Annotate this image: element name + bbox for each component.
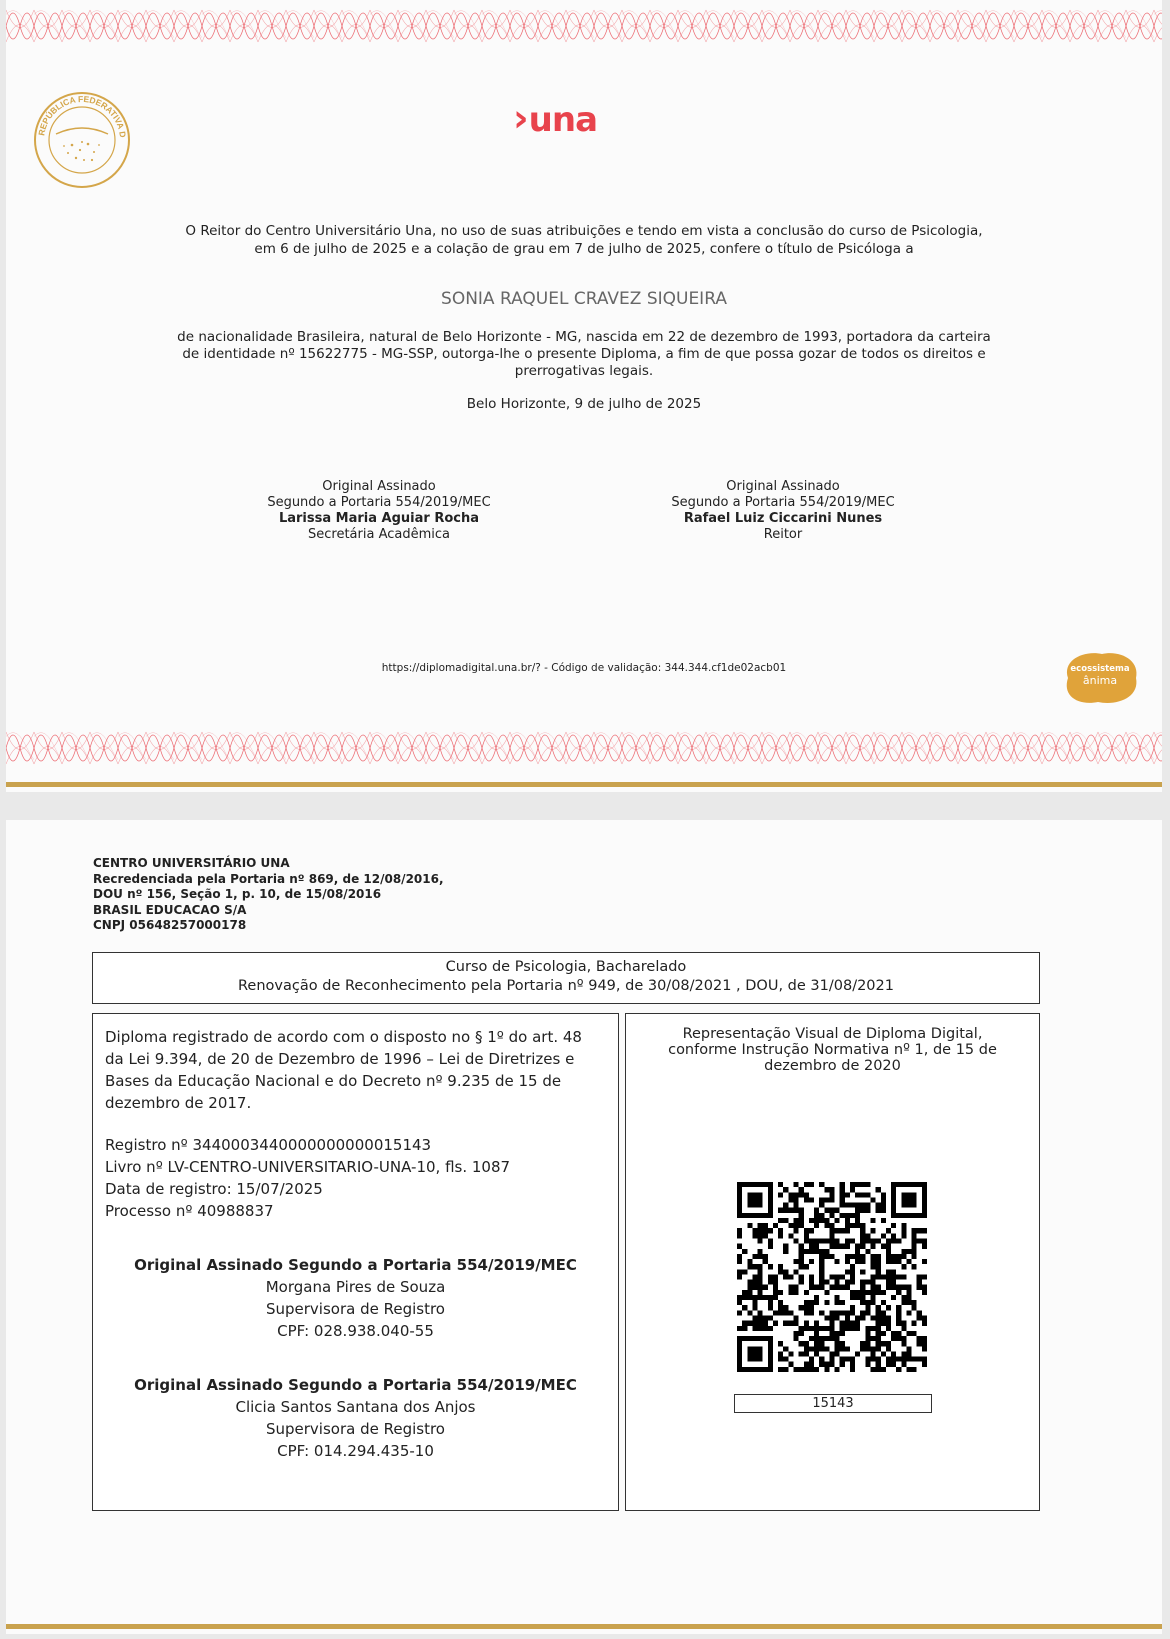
una-logo: ›una [513, 96, 598, 140]
signer-cpf: CPF: 014.294.435-10 [277, 1442, 434, 1460]
guilloche-top-border [6, 0, 1162, 58]
signer-role: Reitor [763, 527, 803, 542]
signature-line-2: Segundo a Portaria 554/2019/MEC [671, 495, 895, 510]
badge-line-1: ecossistema [1070, 664, 1130, 674]
registry-date: Data de registro: 15/07/2025 [105, 1180, 323, 1198]
qr-code[interactable] [737, 1182, 927, 1372]
signer-name: Morgana Pires de Souza [265, 1278, 446, 1296]
institution-name: CENTRO UNIVERSITÁRIO UNA [93, 856, 290, 870]
signature-line-1: Original Assinado [726, 479, 840, 494]
place-date: Belo Horizonte, 9 de julho de 2025 [466, 396, 702, 412]
institution-cnpj: CNPJ 05648257000178 [93, 918, 247, 932]
visual-rep-line: dezembro de 2020 [764, 1058, 901, 1074]
signature-line-1: Original Assinado [322, 479, 436, 494]
institution-header [93, 856, 444, 934]
intro-text [6, 222, 1162, 258]
badge-line-2: ânima [1082, 674, 1118, 687]
signer-role: Supervisora de Registro [265, 1420, 445, 1438]
brazil-seal [32, 90, 132, 190]
signature-rector [603, 479, 963, 543]
visual-representation-box [625, 1013, 1040, 1511]
legal-line: da Lei 9.394, de 20 de Dezembro de 1996 – Lei de Diretrizes e [105, 1050, 575, 1068]
registry-signer-2 [105, 1374, 606, 1462]
registry-book: Livro nº LV-CENTRO-UNIVERSITARIO-UNA-10, fls. 1087 [105, 1158, 511, 1176]
registry-signer-1 [105, 1254, 606, 1342]
signature-line-2: Segundo a Portaria 554/2019/MEC [267, 495, 491, 510]
gold-divider [6, 782, 1162, 787]
legal-line: Diploma registrado de acordo com o disposto no § 1º do art. 48 [105, 1028, 582, 1046]
signer-role: Supervisora de Registro [265, 1300, 445, 1318]
graduate-name: SONIA RAQUEL CRAVEZ SIQUEIRA [441, 289, 727, 309]
course-recognition: Renovação de Reconhecimento pela Portaria nº 949, de 30/08/2021 , DOU, de 31/08/2021 [238, 978, 894, 994]
intro-line-1: O Reitor do Centro Universitário Una, no uso de suas atribuições e tendo em vista a conclusão do curso de Psicologia, [185, 223, 983, 239]
institution-line: BRASIL EDUCACAO S/A [93, 902, 247, 917]
details-line-2: de identidade nº 15622775 - MG-SSP, outorga-lhe o presente Diploma, a fim de que possa gozar de todos os direitos e [182, 346, 986, 362]
course-title: Curso de Psicologia, Bacharelado [445, 959, 687, 975]
registry-process: Processo nº 40988837 [105, 1202, 274, 1220]
signature-secretary [199, 479, 559, 543]
intro-line-2: em 6 de julho de 2025 e a colação de grau em 7 de julho de 2025, confere o título de Psicóloga a [254, 241, 914, 257]
una-logo-text: una [528, 100, 598, 140]
legal-line: dezembro de 2017. [105, 1094, 252, 1112]
anima-badge [1058, 648, 1142, 708]
diploma-front [6, 0, 1162, 792]
registry-box [92, 1013, 619, 1511]
validation-link[interactable]: https://diplomadigital.una.br/? - Código de validação: 344.344.cf1de02acb01 [381, 662, 787, 674]
gold-divider-bottom [6, 1624, 1162, 1629]
institution-line: DOU nº 156, Seção 1, p. 10, de 15/08/2016 [93, 887, 382, 901]
signer-name: Rafael Luiz Ciccarini Nunes [683, 511, 883, 526]
visual-rep-line: conforme Instrução Normativa nº 1, de 15 de [668, 1042, 997, 1058]
svg-text:REPÚBLICA FEDERATIVA DO BRASIL: REPÚBLICA FEDERATIVA D [36, 93, 128, 139]
registry-number: Registro nº 3440003440000000000015143 [105, 1136, 432, 1154]
diploma-back [6, 820, 1162, 1634]
signer-title: Original Assinado Segundo a Portaria 554/2019/MEC [134, 1256, 577, 1274]
details-line-1: de nacionalidade Brasileira, natural de Belo Horizonte - MG, nascida em 22 de dezembro de 1993, portadora da carteira [177, 329, 991, 345]
guilloche-bottom-border [6, 722, 1162, 778]
legal-line: Bases da Educação Nacional e do Decreto nº 9.235 de 15 de [105, 1072, 562, 1090]
signer-name: Clicia Santos Santana dos Anjos [235, 1398, 476, 1416]
institution-line: Recredenciada pela Portaria nº 869, de 12/08/2016, [93, 871, 444, 886]
course-box [92, 952, 1040, 1004]
signer-role: Secretária Acadêmica [308, 527, 450, 542]
signer-name: Larissa Maria Aguiar Rocha [278, 511, 480, 526]
signer-title: Original Assinado Segundo a Portaria 554/2019/MEC [134, 1376, 577, 1394]
details-line-3: prerrogativas legais. [514, 363, 654, 379]
visual-rep-line: Representação Visual de Diploma Digital, [682, 1026, 983, 1042]
visual-representation-text [626, 1026, 1039, 1074]
graduate-details [6, 329, 1162, 380]
qr-caption: 15143 [734, 1394, 932, 1413]
signer-cpf: CPF: 028.938.040-55 [277, 1322, 434, 1340]
